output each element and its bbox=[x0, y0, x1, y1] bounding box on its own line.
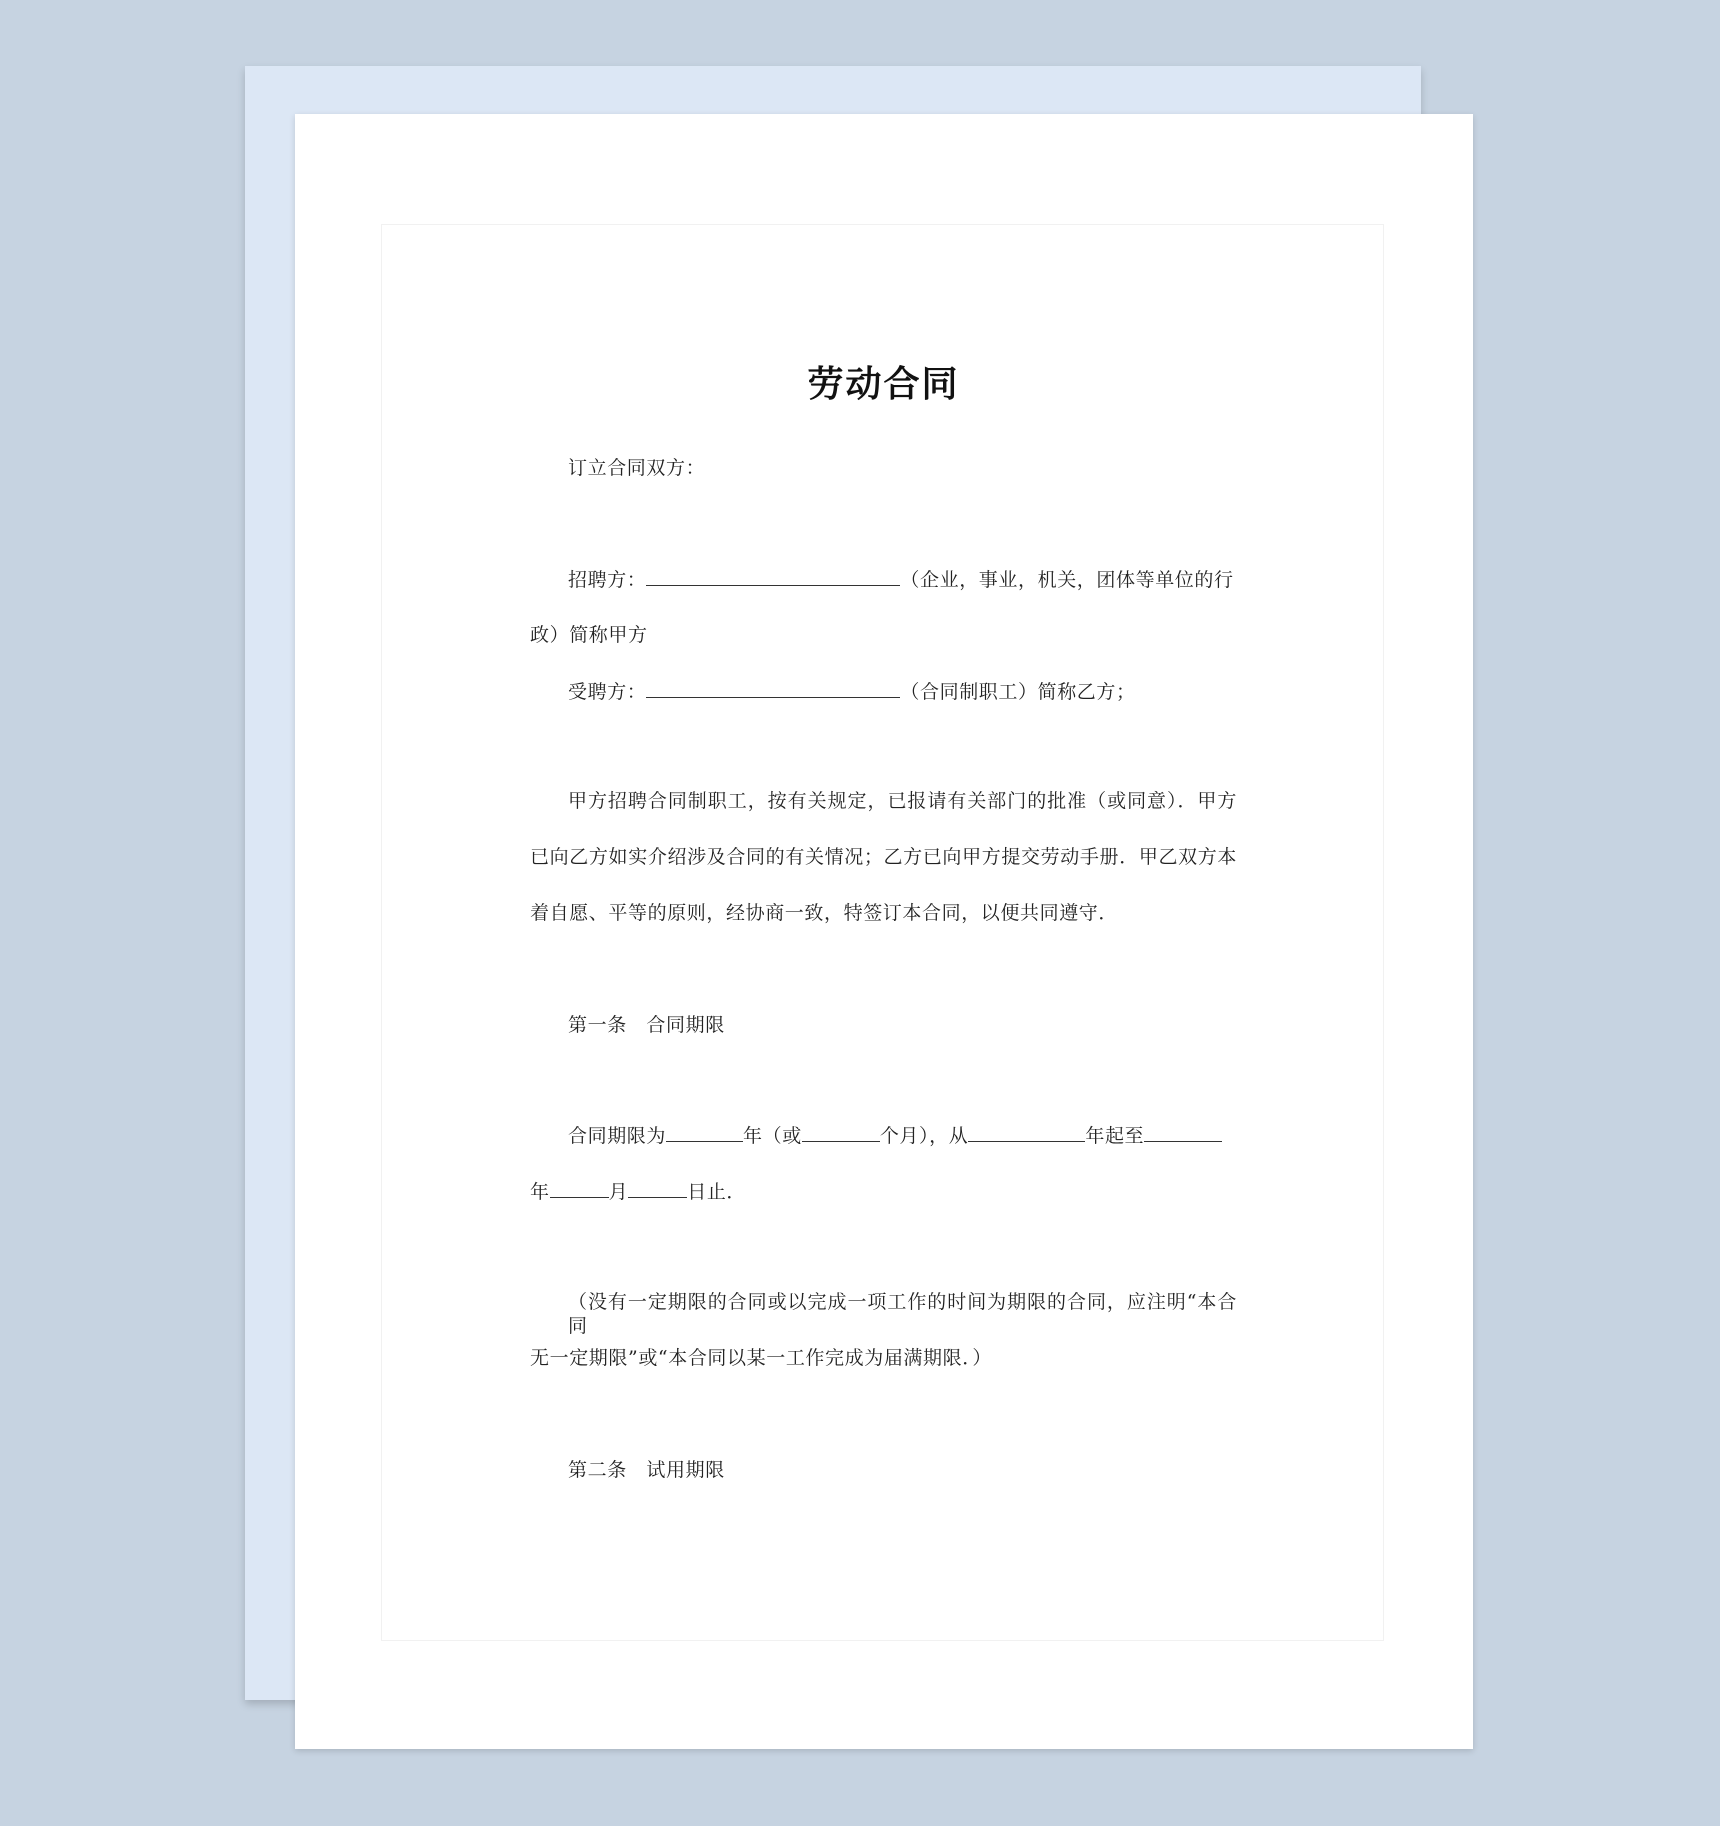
employer-line-cont: 政）简称甲方 bbox=[530, 624, 648, 646]
text: 年（或 bbox=[743, 1125, 802, 1147]
employer-line bbox=[568, 567, 1237, 592]
note-line: （没有一定期限的合同或以完成一项工作的时间为期限的合同，应注明“本合同 bbox=[568, 1291, 1237, 1337]
months-blank bbox=[802, 1123, 880, 1142]
end-day-blank bbox=[628, 1179, 687, 1198]
text: 个月），从 bbox=[879, 1125, 969, 1147]
text: 合同期限为 bbox=[568, 1125, 667, 1147]
preamble-line: 已向乙方如实介绍涉及合同的有关情况；乙方已向甲方提交劳动手册．甲乙双方本 bbox=[530, 846, 1237, 868]
employee-blank bbox=[646, 679, 900, 698]
employee-line bbox=[568, 679, 1237, 704]
parties-heading: 订立合同双方： bbox=[568, 457, 706, 479]
text: 年起至 bbox=[1085, 1125, 1145, 1147]
end-year-blank bbox=[1144, 1123, 1222, 1142]
note-line: 无一定期限”或“本合同以某一工作完成为届满期限．） bbox=[530, 1347, 992, 1369]
article-2-heading: 第二条 试用期限 bbox=[568, 1459, 725, 1481]
text: 年 bbox=[530, 1181, 550, 1203]
years-blank bbox=[666, 1123, 743, 1142]
text: 月 bbox=[608, 1181, 629, 1203]
end-month-blank bbox=[550, 1179, 609, 1198]
text: （合同制职工）简称乙方； bbox=[900, 681, 1136, 703]
label: 受聘方： bbox=[568, 681, 647, 703]
article-1-heading: 第一条 合同期限 bbox=[568, 1014, 725, 1036]
preamble-line: 甲方招聘合同制职工，按有关规定，已报请有关部门的批准（或同意）．甲方 bbox=[568, 790, 1237, 812]
term-line bbox=[568, 1123, 1237, 1148]
document-title: 劳动合同 bbox=[807, 364, 960, 405]
preamble-line: 着自愿、平等的原则，经协商一致，特签订本合同，以便共同遵守． bbox=[530, 902, 1119, 924]
employer-blank bbox=[646, 567, 900, 586]
text: （企业，事业，机关，团体等单位的行 bbox=[900, 569, 1234, 591]
text: 日止． bbox=[687, 1181, 747, 1203]
term-line-cont bbox=[530, 1179, 1237, 1204]
start-year-blank bbox=[968, 1123, 1085, 1142]
label: 招聘方： bbox=[568, 569, 647, 591]
page-margin-border bbox=[381, 224, 1384, 1641]
